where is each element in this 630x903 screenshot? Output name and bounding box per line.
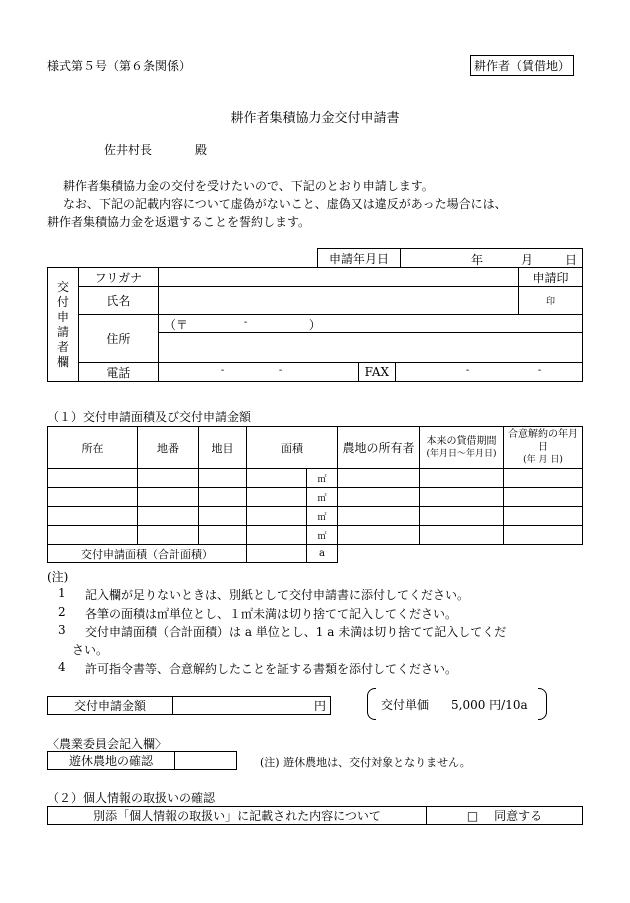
address-field[interactable]: [158, 333, 582, 363]
note-1-text: 記入欄が足りないときは、別紙として交付申請書に添付してください。: [85, 588, 470, 602]
applicant-side-label: [48, 268, 79, 382]
consent-table: [47, 806, 583, 825]
cell-location[interactable]: [48, 526, 138, 545]
side-char: 者: [56, 339, 69, 354]
cell-area[interactable]: [247, 488, 307, 507]
col-lot: 地番: [138, 427, 199, 469]
fax-dash-2: -: [537, 365, 542, 376]
cell-lot[interactable]: [138, 526, 199, 545]
postal-code-field[interactable]: [158, 315, 582, 333]
cell-area[interactable]: [247, 469, 307, 488]
applicant-table: [47, 267, 583, 382]
intro-line-1: 耕作者集積協力金の交付を受けたいので、下記のとおり申請します。: [63, 179, 434, 193]
postal-dash: -: [243, 317, 248, 328]
bracket-left: [367, 688, 376, 720]
total-area-unit: a: [307, 545, 338, 563]
cell-owner[interactable]: [338, 469, 420, 488]
lease-period-title: 本来の貸借期間: [426, 435, 497, 447]
name-field[interactable]: [158, 287, 518, 315]
phone-dash-1: -: [220, 365, 225, 376]
note-1-num: 1: [58, 586, 66, 600]
area-unit: ㎡: [307, 488, 338, 507]
note-2-num: 2: [58, 605, 66, 619]
amount-table: [47, 696, 331, 715]
idle-farmland-label: 遊休農地の確認: [48, 752, 175, 770]
seal-label: 申請印: [519, 268, 583, 287]
year-label: 年: [471, 253, 484, 267]
unit-price-label: 交付単価: [381, 698, 430, 712]
total-row-spacer: [338, 545, 583, 563]
tenant-badge: 耕作者（賃借地）: [470, 55, 574, 76]
consent-checkbox[interactable]: □: [466, 809, 479, 823]
postal-open: （〒: [163, 318, 188, 332]
cell-lease-period[interactable]: [420, 507, 504, 526]
seal-mark[interactable]: 印: [519, 287, 583, 315]
col-termination: [504, 427, 583, 469]
cell-lot[interactable]: [138, 507, 199, 526]
total-area-label: 交付申請面積（合計面積）: [48, 545, 247, 563]
note-4-num: 4: [58, 660, 66, 674]
furigana-field[interactable]: [158, 268, 518, 287]
note-2-text: 各筆の面積は㎡単位とし、１㎡未満は切り捨てて記入してください。: [85, 607, 458, 621]
intro-line-3: 耕作者集積協力金を返還することを誓約します。: [47, 215, 311, 229]
section2-title: （２）個人情報の取扱いの確認: [47, 791, 216, 805]
cell-lease-period[interactable]: [420, 469, 504, 488]
unit-price-bracket: [367, 688, 547, 718]
cell-land-type[interactable]: [199, 488, 247, 507]
cell-termination[interactable]: [504, 507, 583, 526]
amount-unit: 円: [313, 699, 326, 713]
month-label: 月: [521, 253, 534, 267]
table-row: [48, 526, 583, 545]
cell-location[interactable]: [48, 469, 138, 488]
furigana-label: フリガナ: [78, 268, 158, 287]
table-row: [48, 488, 583, 507]
phone-label: 電話: [78, 363, 158, 382]
phone-fax-row: [158, 363, 582, 382]
note-4-text: 許可指令書等、合意解約したことを証する書類を添付してください。: [85, 662, 458, 676]
lease-period-sub: (年月日～年月日): [426, 448, 497, 459]
cell-owner[interactable]: [338, 488, 420, 507]
side-char: 申: [56, 309, 69, 324]
idle-farmland-field[interactable]: [175, 752, 237, 770]
bracket-right: [538, 688, 547, 720]
fax-label: FAX: [358, 363, 396, 381]
side-char: 欄: [56, 354, 69, 369]
side-char: 交: [56, 279, 69, 294]
cell-location[interactable]: [48, 488, 138, 507]
cell-lease-period[interactable]: [420, 488, 504, 507]
unit-price-value: 5,000 円/10a: [451, 698, 528, 712]
termination-sub: (年 月 日): [523, 455, 563, 465]
page-title: 耕作者集積協力金交付申請書: [230, 111, 400, 126]
fax-field[interactable]: [396, 363, 581, 381]
address-label: 住所: [78, 315, 158, 363]
application-date-label: 申請年月日: [318, 249, 401, 268]
notes-heading: (注): [47, 570, 69, 584]
col-lease-period: [420, 427, 504, 469]
consent-text: 別添「個人情報の取扱い」に記載された内容について: [48, 807, 427, 825]
area-unit: ㎡: [307, 526, 338, 545]
area-unit: ㎡: [307, 469, 338, 488]
form-number: 様式第５号（第６条関係）: [47, 59, 192, 73]
col-area: 面積: [247, 427, 338, 469]
postal-close: ）: [308, 318, 321, 332]
cell-owner[interactable]: [338, 507, 420, 526]
col-location: 所在: [48, 427, 138, 469]
name-label: 氏名: [78, 287, 158, 315]
cell-lot[interactable]: [138, 488, 199, 507]
fax-dash-1: -: [465, 365, 470, 376]
parcel-table: [47, 426, 583, 563]
total-area-field[interactable]: [247, 545, 307, 563]
phone-field[interactable]: [159, 363, 358, 381]
idle-check-table: [47, 751, 237, 770]
table-row: [48, 469, 583, 488]
intro-line-2: なお、下記の記載内容について虚偽がないこと、虚偽又は違反があった場合には、: [63, 197, 507, 211]
cell-termination[interactable]: [504, 526, 583, 545]
area-unit: ㎡: [307, 507, 338, 526]
termination-title: 合意解約の年月日: [508, 429, 578, 453]
cell-area[interactable]: [247, 507, 307, 526]
cell-land-type[interactable]: [199, 507, 247, 526]
cell-area[interactable]: [247, 526, 307, 545]
cell-land-type[interactable]: [199, 469, 247, 488]
application-date-table: [317, 248, 583, 268]
cell-termination[interactable]: [504, 469, 583, 488]
consent-cell: [427, 807, 583, 825]
cell-land-type[interactable]: [199, 526, 247, 545]
col-owner: 農地の所有者: [338, 427, 420, 469]
cell-location[interactable]: [48, 507, 138, 526]
side-char: 付: [56, 294, 69, 309]
idle-farmland-note: (注) 遊休農地は、交付対象となりません。: [260, 756, 471, 769]
amount-label: 交付申請金額: [48, 697, 173, 715]
addressee-name: 佐井村長: [104, 143, 153, 157]
day-label: 日: [565, 253, 578, 267]
application-date-field[interactable]: [401, 249, 583, 268]
section1-title: （１）交付申請面積及び交付申請金額: [47, 410, 252, 424]
side-char: 請: [56, 324, 69, 339]
cell-lease-period[interactable]: [420, 526, 504, 545]
committee-heading: 〈農業委員会記入欄〉: [47, 737, 168, 751]
consent-agree-label: 同意する: [494, 809, 543, 823]
note-3-continued: さい。: [72, 643, 109, 657]
table-row: [48, 507, 583, 526]
cell-owner[interactable]: [338, 526, 420, 545]
note-3-num: 3: [58, 623, 66, 637]
cell-termination[interactable]: [504, 488, 583, 507]
addressee-honorific: 殿: [195, 143, 208, 157]
cell-lot[interactable]: [138, 469, 199, 488]
phone-dash-2: -: [278, 365, 283, 376]
amount-field[interactable]: [173, 697, 331, 715]
col-land-type: 地目: [199, 427, 247, 469]
note-3-text: 交付申請面積（合計面積）は a 単位とし、1 a 未満は切り捨てて記入してくだ: [85, 625, 507, 639]
